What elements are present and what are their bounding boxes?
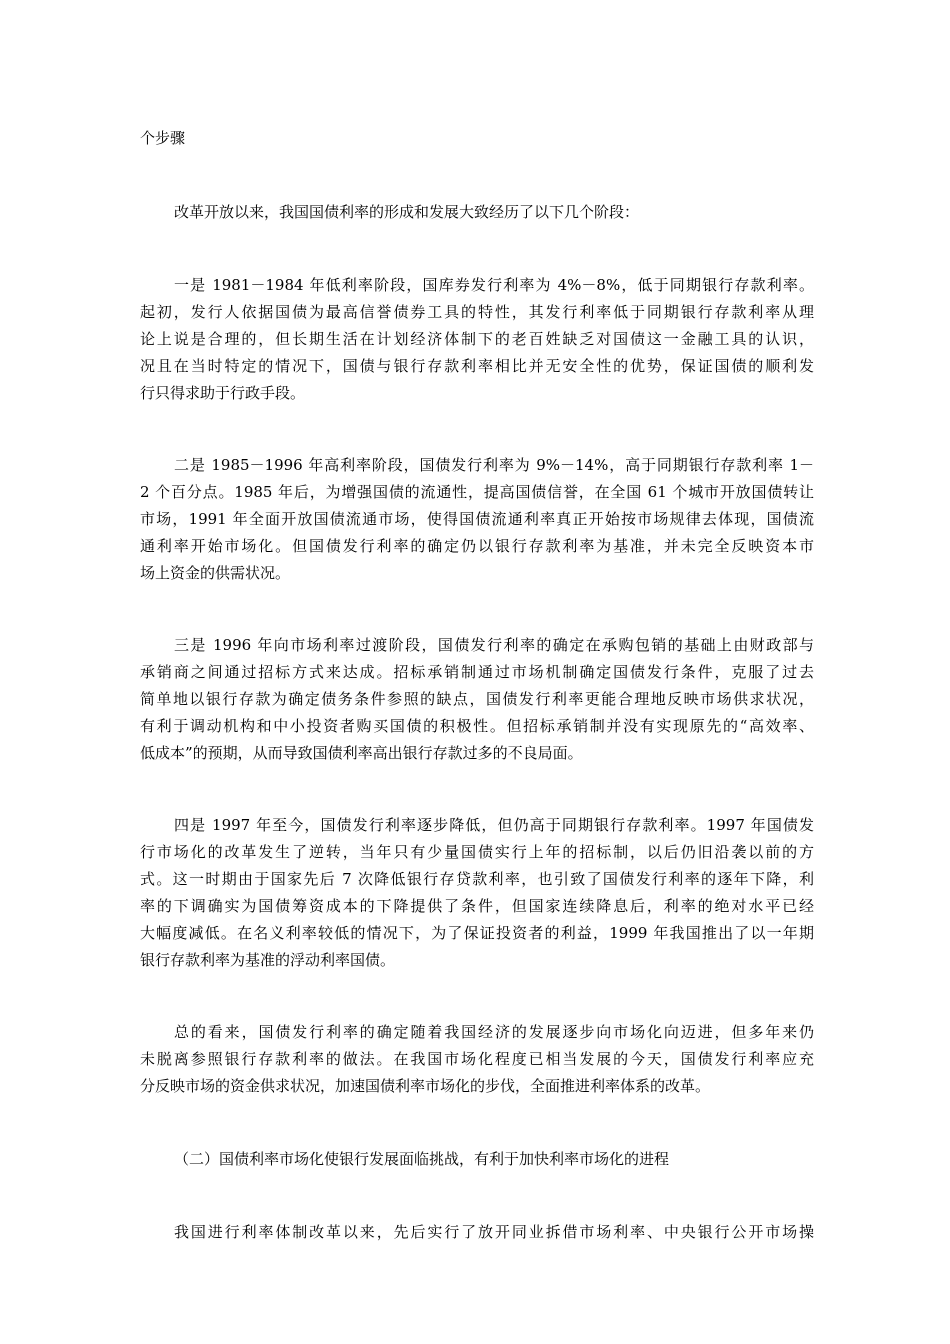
paragraph-line: 通利率开始市场化。但国债发行利率的确定仍以银行存款利率为基准，并未完全反映资本市 [140,537,814,555]
paragraph-line: 低成本”的预期，从而导致国债利率高出银行存款过多的不良局面。 [140,744,583,762]
paragraph-line: 未脱离参照银行存款利率的做法。在我国市场化程度已相当发展的今天，国债发行利率应充 [140,1050,814,1068]
paragraph-line: 四是 1997 年至今，国债发行利率逐步降低，但仍高于同期银行存款利率。1997 年国债发 [174,816,814,834]
paragraph-line: 大幅度减低。在名义利率较低的情况下，为了保证投资者的利益，1999 年我国推出了以一年期 [140,924,814,942]
paragraph-line: 2 个百分点。1985 年后，为增强国债的流通性，提高国债信誉，在全国 61 个城市开放国债转让 [140,483,814,501]
heading-fragment: 个步骤 [140,129,186,147]
paragraph-line: 一是 1981－1984 年低利率阶段，国库券发行利率为 4%－8%，低于同期银行存款利率。 [174,276,814,294]
paragraph-line: 行只得求助于行政手段。 [140,384,306,402]
paragraph-line: 分反映市场的资金供求状况，加速国债利率市场化的步伐，全面推进利率体系的改革。 [140,1077,711,1095]
paragraph-line: 二是 1985－1996 年高利率阶段，国债发行利率为 9%－14%，高于同期银行存款利率 1－ [174,456,814,474]
paragraph-line: 况且在当时特定的情况下，国债与银行存款利率相比并无安全性的优势，保证国债的顺利发 [140,357,814,375]
paragraph-line: 率的下调确实为国债筹资成本的下降提供了条件，但国家连续降息后，利率的绝对水平已经 [140,897,814,915]
intro-paragraph: 改革开放以来，我国国债利率的形成和发展大致经历了以下几个阶段： [174,203,640,221]
paragraph-line: 行市场化的改革发生了逆转，当年只有少量国债实行上年的招标制，以后仍旧沿袭以前的方 [140,843,814,861]
section-heading: （二）国债利率市场化使银行发展面临挑战，有利于加快利率市场化的进程 [174,1150,670,1168]
paragraph-reform: 我国进行利率体制改革以来，先后实行了放开同业拆借市场利率、中央银行公开市场操 [174,1223,814,1241]
paragraph-line: 式。这一时期由于国家先后 7 次降低银行存贷款利率，也引致了国债发行利率的逐年下降，利 [140,870,814,888]
paragraph-line: 三是 1996 年向市场利率过渡阶段，国债发行利率的确定在承购包销的基础上由财政部与 [174,636,814,654]
paragraph-line: 简单地以银行存款为确定债务条件参照的缺点，国债发行利率更能合理地反映市场供求状况， [140,690,814,708]
paragraph-line: 银行存款利率为基准的浮动利率国债。 [140,951,396,969]
paragraph-line: 市场，1991 年全面开放国债流通市场，使得国债流通利率真正开始按市场规律去体现，国债流 [140,510,814,528]
paragraph-line: 场上资金的供需状况。 [140,564,291,582]
paragraph-line: 论上说是合理的，但长期生活在计划经济体制下的老百姓缺乏对国债这一金融工具的认识， [140,330,814,348]
paragraph-line: 承销商之间通过招标方式来达成。招标承销制通过市场机制确定国债发行条件，克服了过去 [140,663,814,681]
paragraph-line: 总的看来，国债发行利率的确定随着我国经济的发展逐步向市场化向迈进，但多年来仍 [174,1023,814,1041]
paragraph-line: 有利于调动机构和中小投资者购买国债的积极性。但招标承销制并没有实现原先的“高效率、 [140,717,814,735]
paragraph-line: 起初，发行人依据国债为最高信誉债券工具的特性，其发行利率低于同期银行存款利率从理 [140,303,814,321]
